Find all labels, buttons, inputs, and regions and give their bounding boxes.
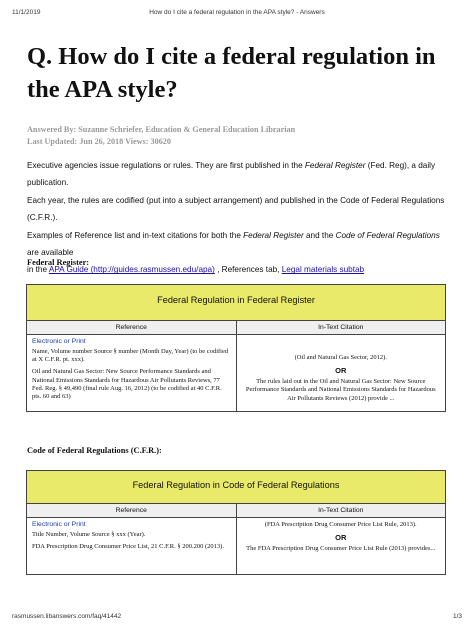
body-line-2: Each year, the rules are codified (put into a subject arrangement) and published in the Code of Federal Regulations (C.F.R.). — [27, 195, 445, 223]
print-page-title: How do I cite a federal regulation in the APA style? - Answers — [149, 9, 325, 16]
page-number: 1/3 — [452, 613, 462, 620]
citation-parenthetical: (Oil and Natural Gas Sector, 2012). — [294, 354, 387, 361]
reference-format: Title Number, Volume Source § xxx (Year). — [32, 531, 146, 538]
cfr-table — [26, 470, 446, 575]
answer-body — [27, 157, 452, 296]
column-header-citation: In-Text Citation — [236, 321, 446, 335]
text: Code of Federal Regulations — [335, 230, 440, 240]
table-title: Federal Regulation in Code of Federal Regulations — [27, 471, 446, 504]
text: Executive agencies issue regulations or rules. They are first published in the — [27, 161, 305, 170]
answer-meta — [27, 124, 295, 148]
reference-example: Oil and Natural Gas Sector: New Source Performance Standards and National Emissions Standards for Hazardous Air Pollutants Reviews, 77 Fed. Reg. § 49,490 (final rule Aug. 16, 2012) (to be codified at 40 C.F.R. pts. 60 and 63) — [32, 368, 222, 401]
federal-register-heading: Federal Register: — [27, 258, 90, 267]
or-separator: OR — [335, 533, 347, 543]
or-separator: OR — [335, 366, 347, 376]
table-title: Federal Regulation in Federal Register — [27, 285, 446, 321]
text: in the — [27, 265, 49, 275]
column-header-reference: Reference — [27, 321, 237, 335]
cfr-heading: Code of Federal Regulations (C.F.R.): — [27, 446, 162, 455]
citation-narrative: The FDA Prescription Drug Consumer Price List Rule (2013) provides... — [246, 545, 436, 553]
apa-guide-link[interactable]: APA Guide (http://guides.rasmussen.edu/apa) — [48, 265, 215, 275]
print-date: 11/1/2019 — [12, 9, 41, 16]
format-label: Electronic or Print — [32, 338, 86, 345]
format-label: Electronic or Print — [32, 521, 86, 528]
reference-format: Name, Volume number Source § number (Month Day, Year) (to be codified at X C.F.R. pt. xxx). — [32, 348, 229, 364]
print-header — [12, 9, 462, 19]
page-title: Q. How do I cite a federal regulation in the APA style? — [27, 43, 436, 103]
column-header-citation: In-Text Citation — [236, 504, 446, 518]
legal-materials-link[interactable]: Legal materials subtab — [281, 265, 365, 275]
reference-cell — [27, 335, 237, 412]
text: Examples of Reference list and in-text citations for both the — [27, 230, 244, 240]
text: and the — [303, 230, 336, 240]
last-updated: Last Updated: Jun 26, 2018 Views: 30620 — [27, 137, 171, 146]
text: Federal Register — [243, 230, 304, 240]
citation-narrative: The rules laid out in the Oil and Natural Gas Sector: New Source Performance Standards and National Emissions Standards for Hazardous Air Pollutants Reviews (2012) provide ... — [245, 378, 436, 402]
body-line-3 — [27, 227, 452, 262]
text: , References tab, — [214, 265, 282, 275]
print-footer — [12, 613, 462, 623]
page-url: rasmussen.libanswers.com/faq/41442 — [12, 613, 122, 620]
column-header-reference: Reference — [27, 504, 237, 518]
reference-cell — [27, 518, 237, 575]
federal-register-table — [26, 284, 446, 412]
body-line-1 — [27, 157, 452, 192]
citation-parenthetical: (FDA Prescription Drug Consumer Price List Rule, 2013). — [264, 521, 417, 528]
text: are available — [27, 248, 74, 258]
citation-cell — [236, 335, 446, 412]
text: (Fed. Reg), a daily publication. — [27, 161, 436, 188]
citation-cell — [236, 518, 446, 575]
body-line-4 — [27, 261, 452, 278]
reference-example: FDA Prescription Drug Consumer Price List, 21 C.F.R. § 200.200 (2013). — [32, 543, 224, 551]
text: Federal Register — [304, 161, 366, 170]
answered-by: Answered By: Suzanne Schriefer, Education & General Education Librarian — [27, 125, 296, 134]
